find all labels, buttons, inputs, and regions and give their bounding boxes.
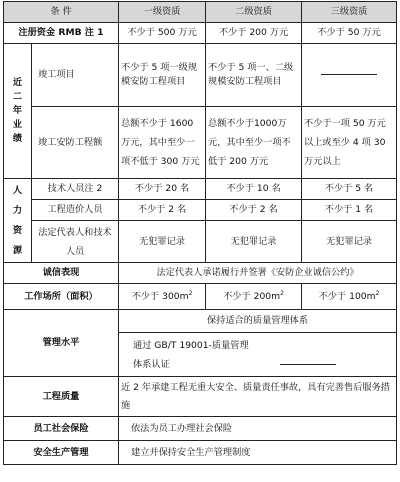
header-grade1: 一级资质 bbox=[119, 2, 206, 23]
cost-staff-grade2: 不少于 2 名 bbox=[206, 200, 302, 221]
integrity-row bbox=[4, 263, 397, 284]
workplace-label: 工作场所（面积） bbox=[4, 284, 119, 310]
management-row2-cell bbox=[119, 333, 397, 377]
management-blank-line bbox=[280, 364, 336, 365]
tech-staff-label: 技术人员注 2 bbox=[32, 179, 119, 200]
management-label: 管理水平 bbox=[4, 310, 119, 377]
cost-staff-grade3: 不少于 1 名 bbox=[302, 200, 397, 221]
cost-staff-row bbox=[4, 200, 397, 221]
workplace-grade2-sup: 2 bbox=[280, 289, 284, 297]
workplace-grade3-text: 不少于 100m bbox=[318, 290, 376, 302]
legal-rep-label: 法定代表人和技术人员 bbox=[32, 221, 119, 263]
performance-group-text: 近二年业绩 bbox=[12, 77, 23, 144]
tech-staff-row bbox=[4, 179, 397, 200]
registered-capital-grade1: 不少于 500 万元 bbox=[119, 23, 206, 44]
completed-projects-row bbox=[4, 44, 397, 107]
workplace-grade3-sup: 2 bbox=[375, 289, 380, 297]
cost-staff-label: 工程造价人员 bbox=[32, 200, 119, 221]
management-row1-value: 保持适合的质量管理体系 bbox=[119, 310, 397, 333]
header-grade3: 三级资质 bbox=[302, 2, 397, 23]
registered-capital-grade3: 不少于 50 万元 bbox=[302, 23, 397, 44]
header-row bbox=[4, 2, 397, 23]
legal-rep-grade1: 无犯罪记录 bbox=[119, 221, 206, 263]
safety-row bbox=[4, 441, 397, 465]
completed-projects-grade1: 不少于 5 项一级规模安防工程项目 bbox=[119, 44, 206, 107]
workplace-grade2-text: 不少于 200m bbox=[223, 290, 281, 302]
security-projects-grade1: 总额不少于 1600 万元，其中至少一项不低于 300 万元 bbox=[119, 107, 206, 179]
completed-projects-grade2: 不少于 5 项一、二级规模安防工程项目 bbox=[206, 44, 302, 107]
security-projects-label: 竣工安防工程额 bbox=[32, 107, 119, 179]
security-projects-row bbox=[4, 107, 397, 179]
social-insurance-label: 员工社会保险 bbox=[4, 417, 119, 441]
quality-label: 工程质量 bbox=[4, 377, 119, 417]
tech-staff-grade3: 不少于 5 名 bbox=[302, 179, 397, 200]
quality-row bbox=[4, 377, 397, 417]
tech-staff-grade2: 不少于 10 名 bbox=[206, 179, 302, 200]
integrity-label: 诚信表现 bbox=[4, 263, 119, 284]
social-insurance-value: 依法为员工办理社会保险 bbox=[119, 417, 397, 441]
header-grade2: 二级资质 bbox=[206, 2, 302, 23]
quality-value: 近 2 年承建工程无重大安全、质量责任事故，具有完善售后服务措施 bbox=[119, 377, 397, 417]
registered-capital-grade2: 不少于 200 万元 bbox=[206, 23, 302, 44]
security-projects-grade2: 总额不少于1000万元，其中至少一项不低于 200 万元 bbox=[206, 107, 302, 179]
qualification-table bbox=[3, 1, 397, 465]
workplace-grade1 bbox=[119, 284, 206, 310]
tech-staff-grade1: 不少于 20 名 bbox=[119, 179, 206, 200]
integrity-value: 法定代表人承诺履行并签署《安防企业诚信公约》 bbox=[119, 263, 397, 284]
social-insurance-row bbox=[4, 417, 397, 441]
management-row2-value: 通过 GB/T 19001-质量管理体系认证 bbox=[133, 339, 249, 370]
hr-group-label bbox=[4, 179, 32, 263]
registered-capital-row bbox=[4, 23, 397, 44]
safety-value: 建立并保持安全生产管理制度 bbox=[119, 441, 397, 465]
hr-group-text: 人力资源 bbox=[12, 184, 23, 256]
legal-rep-row bbox=[4, 221, 397, 263]
completed-projects-label: 竣工项目 bbox=[32, 44, 119, 107]
workplace-grade1-text: 不少于 300m bbox=[131, 290, 189, 302]
completed-projects-grade3 bbox=[302, 44, 397, 107]
management-row-1 bbox=[4, 310, 397, 333]
safety-label: 安全生产管理 bbox=[4, 441, 119, 465]
workplace-row bbox=[4, 284, 397, 310]
workplace-grade3 bbox=[302, 284, 397, 310]
workplace-grade2 bbox=[206, 284, 302, 310]
legal-rep-grade2: 无犯罪记录 bbox=[206, 221, 302, 263]
performance-group-label bbox=[4, 44, 32, 179]
cost-staff-grade1: 不少于 2 名 bbox=[119, 200, 206, 221]
registered-capital-label: 注册资金 RMB 注 1 bbox=[4, 23, 119, 44]
header-condition: 条 件 bbox=[4, 2, 119, 23]
blank-line bbox=[321, 74, 377, 75]
legal-rep-grade3: 无犯罪记录 bbox=[302, 221, 397, 263]
workplace-grade1-sup: 2 bbox=[188, 289, 193, 297]
security-projects-grade3: 不少于一项 50 万元以上或至少 4 项 30 万元以上 bbox=[302, 107, 397, 179]
